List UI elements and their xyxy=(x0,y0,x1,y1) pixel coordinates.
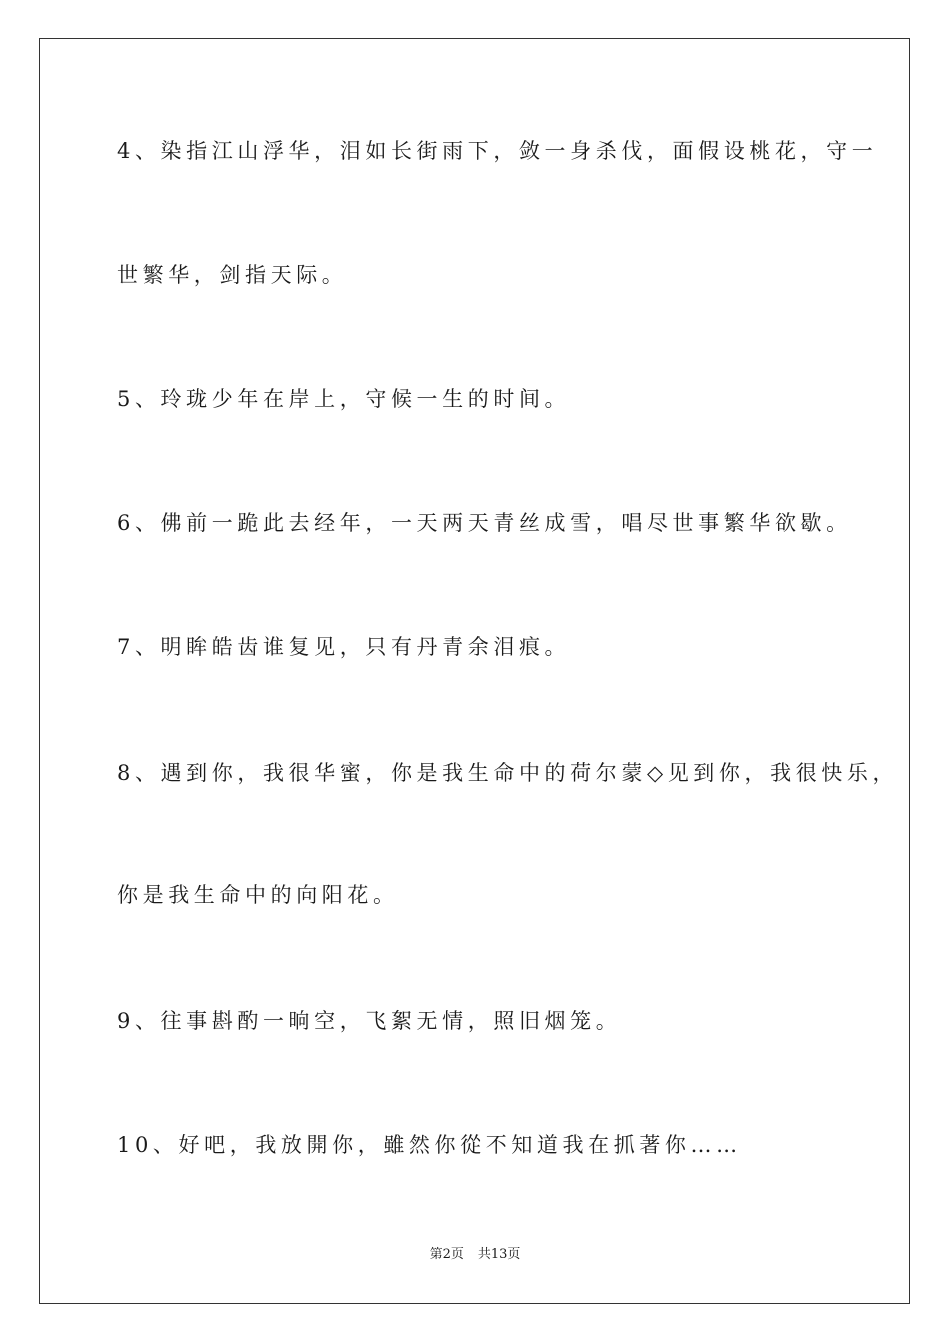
paragraph-line-item-5: 5、玲珑少年在岸上，守候一生的时间。 xyxy=(117,387,571,411)
current-page-label: 第2页 xyxy=(429,1247,464,1262)
paragraph-line-item-4-continued: 世繁华，剑指天际。 xyxy=(117,263,348,287)
paragraph-line-item-10: 10、好吧，我放開你，雖然你從不知道我在抓著你…… xyxy=(117,1133,742,1157)
paragraph-line-item-4: 4、染指江山浮华，泪如长街雨下，敛一身杀伐，面假设桃花，守一 xyxy=(117,139,878,163)
page-footer xyxy=(0,1246,950,1264)
page-border xyxy=(39,38,910,1304)
paragraph-line-item-6: 6、佛前一跪此去经年，一天两天青丝成雪，唱尽世事繁华欲歇。 xyxy=(117,511,852,535)
paragraph-line-item-8: 8、遇到你，我很华蜜，你是我生命中的荷尔蒙◇见到你，我很快乐， xyxy=(117,761,899,785)
paragraph-line-item-9: 9、往事斟酌一晌空，飞絮无情，照旧烟笼。 xyxy=(117,1009,622,1033)
paragraph-line-item-7: 7、明眸皓齿谁复见，只有丹青余泪痕。 xyxy=(117,635,571,659)
total-pages-label: 共13页 xyxy=(477,1247,521,1262)
paragraph-line-item-8-continued: 你是我生命中的向阳花。 xyxy=(117,883,399,907)
